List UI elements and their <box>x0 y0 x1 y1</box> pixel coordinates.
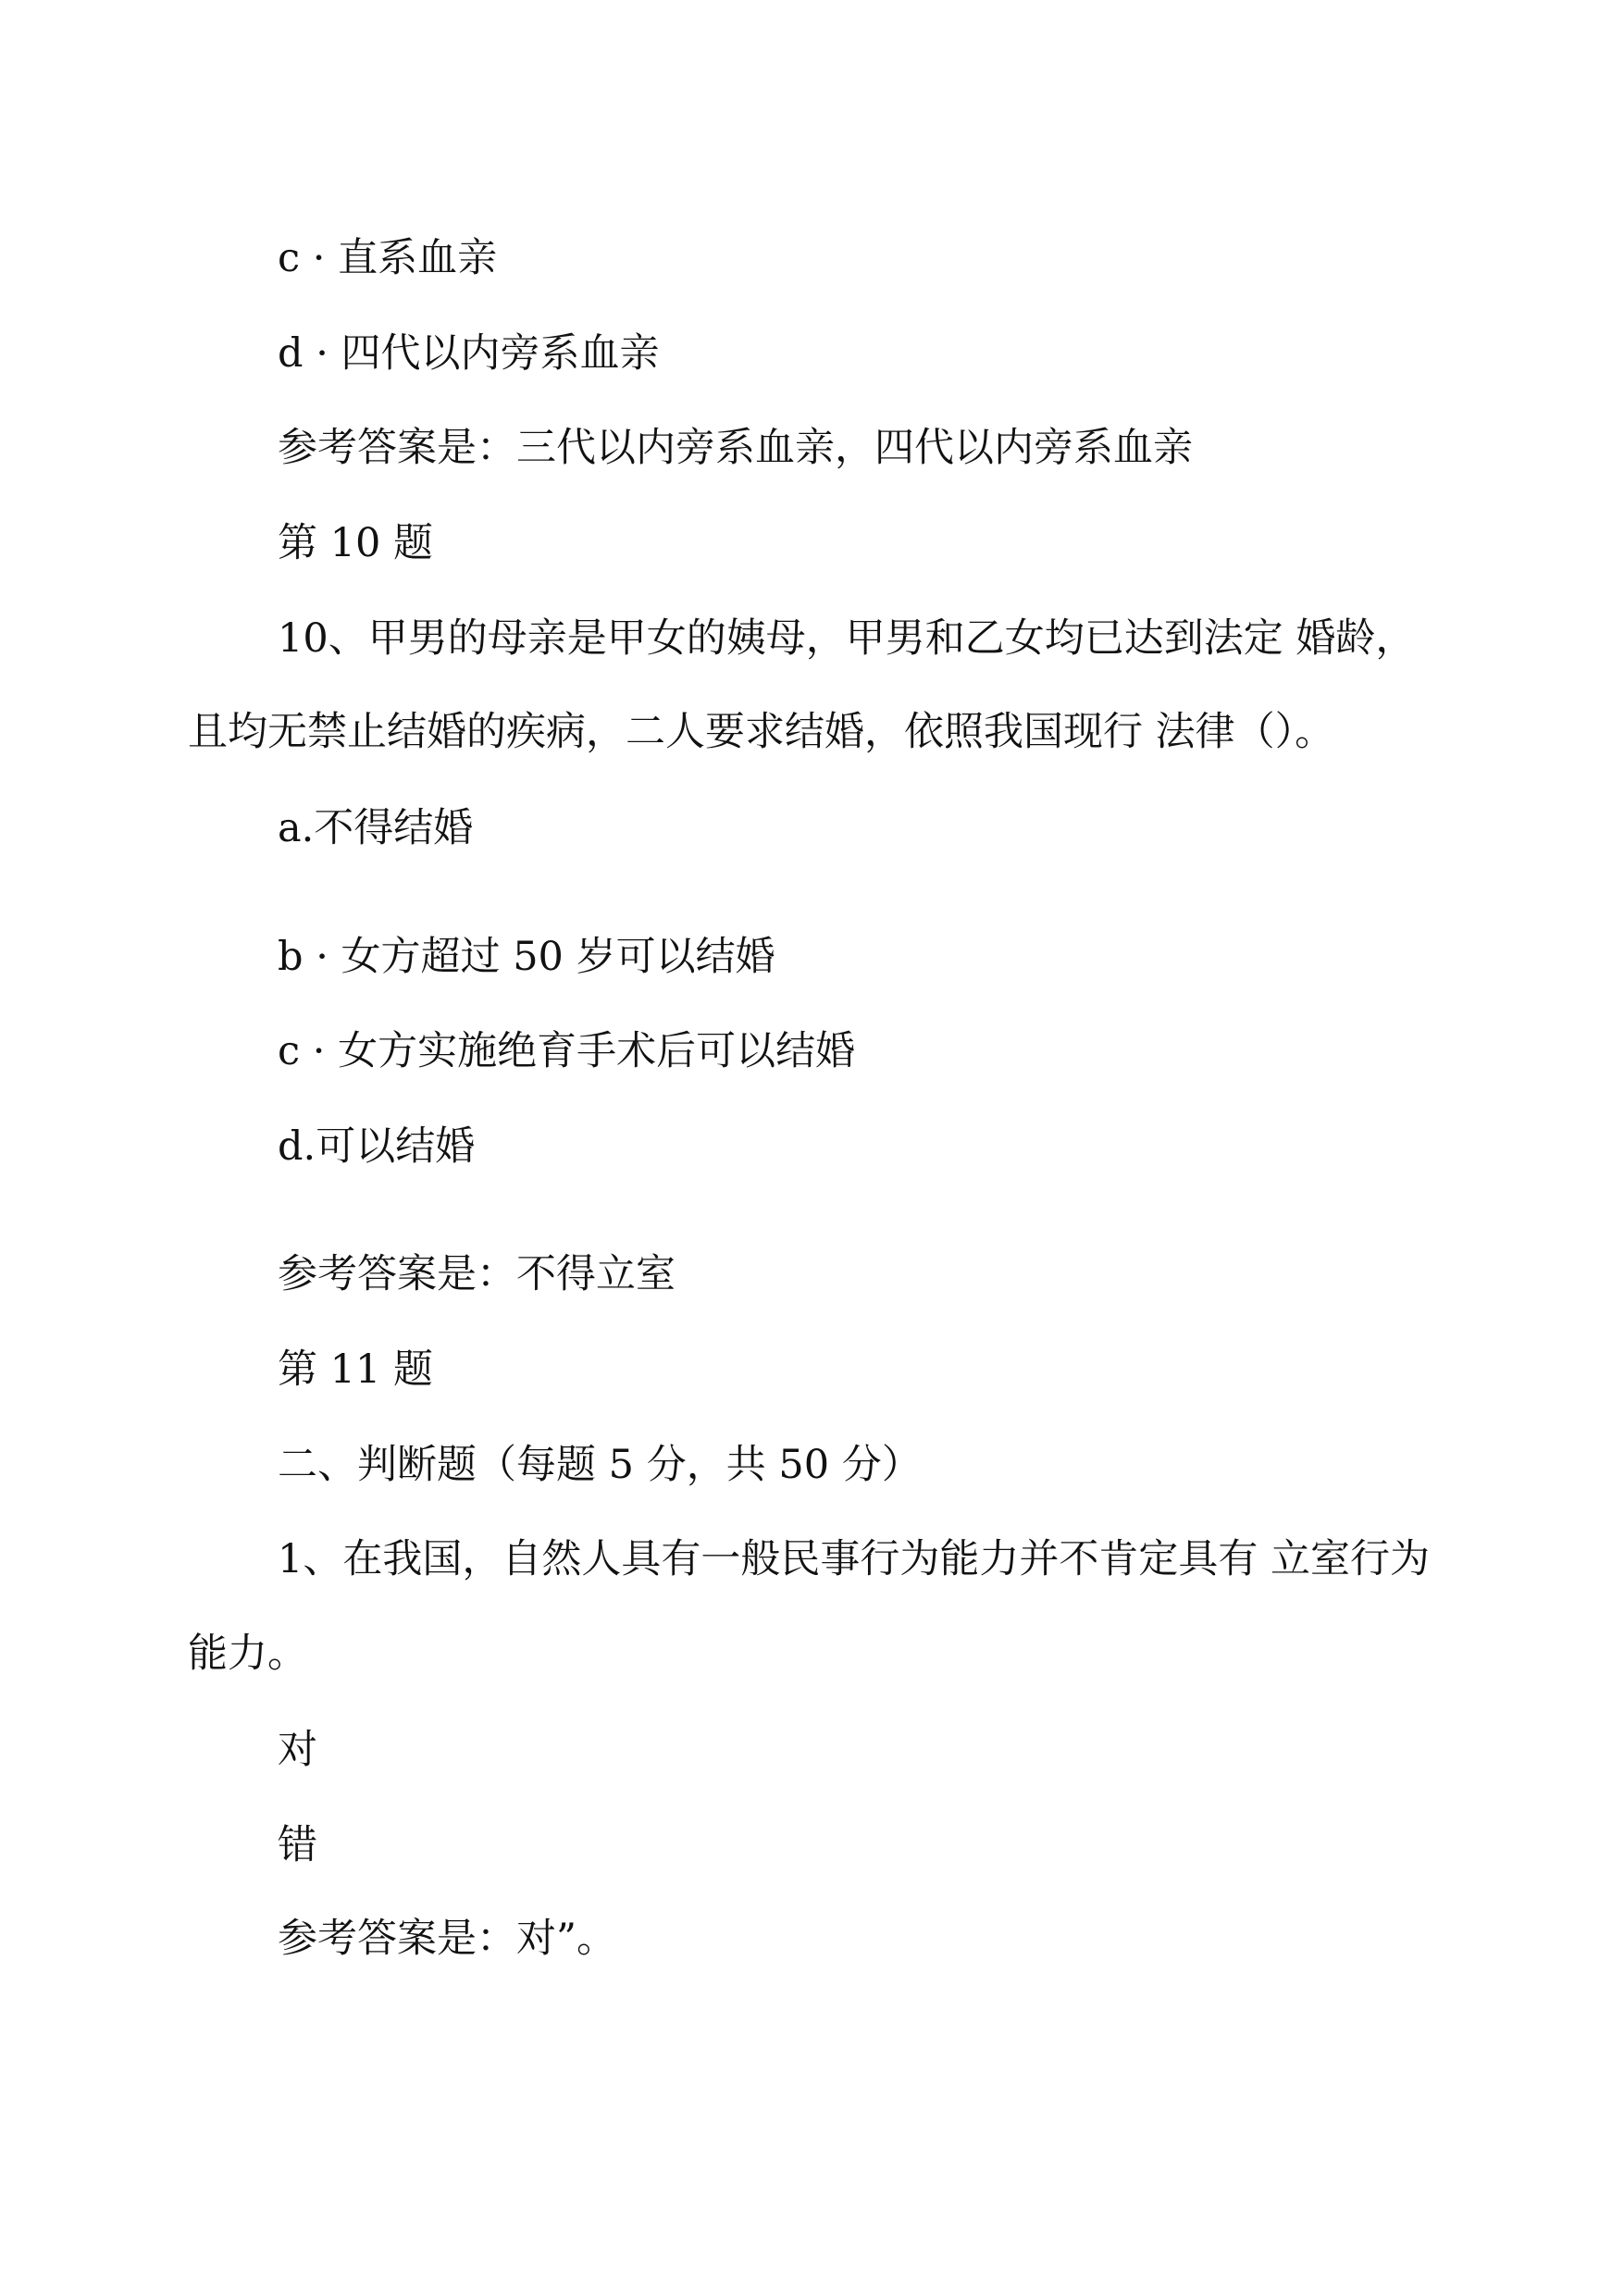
answer-line: 参考答案是：不得立室 <box>278 1251 676 1297</box>
answer-line: 参考答案是：三代以内旁系血亲，四代以内旁系血亲 <box>278 425 1193 471</box>
question-number-heading: 第 10 题 <box>278 520 434 566</box>
question-text-line: 10、甲男的母亲是甲女的姨母，甲男和乙女均已达到法定 婚龄， <box>278 615 1416 662</box>
option-d-line: d.可以结婚 <box>278 1123 476 1170</box>
option-false-line: 错 <box>278 1822 317 1868</box>
option-c-line: c · 直系血亲 <box>278 235 498 281</box>
question-number-heading: 第 11 题 <box>278 1346 434 1393</box>
question-text-line: 1、在我国，自然人具有一般民事行为能力并不肯定具有 立室行为 <box>278 1536 1431 1582</box>
option-b-line: b · 女方超过 50 岁可以结婚 <box>278 934 775 980</box>
question-text-continuation: 能力。 <box>188 1631 307 1677</box>
option-d-line: d · 四代以内旁系血亲 <box>278 330 660 377</box>
option-true-line: 对 <box>278 1727 317 1773</box>
option-a-line: a.不得结婚 <box>278 805 474 851</box>
option-c-line: c · 女方实施绝育手术后可以结婚 <box>278 1028 856 1074</box>
answer-line: 参考答案是：对”。 <box>278 1916 616 1962</box>
question-text-continuation: 且均无禁止结婚的疾病，二人要求结婚，依照我国现行 法律（）。 <box>188 709 1335 755</box>
section-heading: 二、判断题（每题 5 分，共 50 分） <box>278 1442 922 1488</box>
